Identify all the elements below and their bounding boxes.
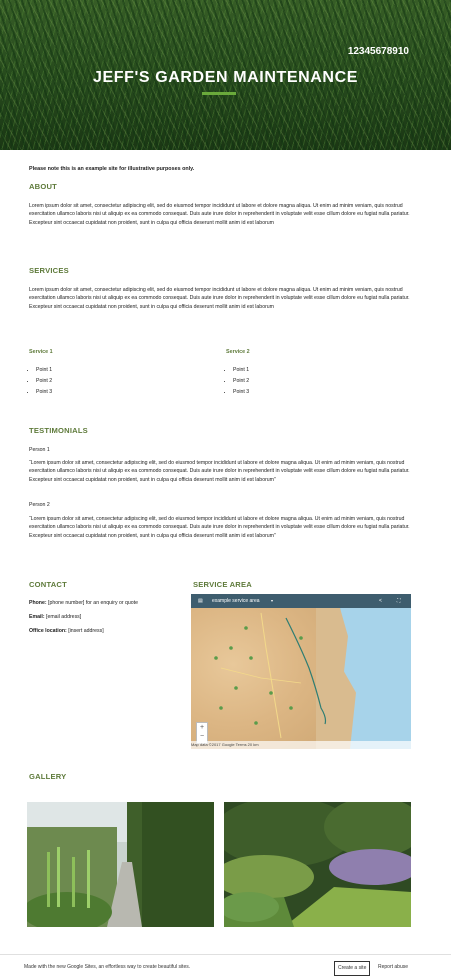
services-heading: SERVICES — [29, 266, 69, 275]
about-heading: ABOUT — [29, 182, 57, 191]
layers-icon[interactable]: ▤ — [198, 598, 203, 604]
zoom-out-button[interactable]: − — [199, 733, 205, 740]
testimonial-quote-2: “Lorem ipsum dolor sit amet, consectetur adipiscing elit, sed do eiusmod tempor incididunt ut labore et dolore magna aliqua. Ut enim ad minim veniam, quis nostrud exercitation ullamco laboris nisi ut aliquip ex ea commodo consequat. Duis aute irure dolor in reprehenderit in voluptate velit esse cillum dolore eu fugiat nulla pariatur. Excepteur sint occaecat cupidatat non proident, sunt in culpa qui officia deserunt mollit anim id est laborum” — [29, 516, 410, 539]
testimonial-person-1: Person 1 — [29, 447, 50, 453]
office-value: [insert address] — [66, 628, 104, 634]
phone-label: Phone: — [29, 600, 47, 606]
map-attribution: Map data ©2017 Google Terms 20 km — [191, 741, 411, 749]
zoom-in-button[interactable]: + — [199, 724, 205, 731]
share-icon[interactable]: < — [379, 598, 382, 604]
email-label: Email: — [29, 614, 45, 620]
about-text: Lorem ipsum dolor sit amet, consectetur adipiscing elit, sed do eiusmod tempor incididunt ut labore et dolore magna aliqua. Ut enim ad minim veniam, quis nostrud exercitation ullamco laboris nisi ut aliquip ex ea commodo consequat. Duis aute irure dolor in reprehenderit in voluptate velit esse cillum dolore eu fugiat nulla pariatur. Excepteur sint occaecat cupidatat non proident, sunt in culpa qui officia deserunt mollit anim id est laborum — [29, 203, 410, 226]
hero-banner — [0, 0, 451, 150]
fullscreen-icon[interactable]: ⛶ — [397, 598, 401, 604]
map-overlay — [191, 608, 411, 749]
garden-lawn-image — [224, 802, 411, 927]
services-text: Lorem ipsum dolor sit amet, consectetur adipiscing elit, sed do eiusmod tempor incididunt ut labore et dolore magna aliqua. Ut enim ad minim veniam, quis nostrud exercitation ullamco laboris nisi ut aliquip ex ea commodo consequat. Duis aute irure dolor in reprehenderit in voluptate velit esse cillum dolore eu fugiat nulla pariatur. Excepteur sint occaecat cupidatat non proident, sunt in culpa qui officia deserunt mollit anim id est laborum — [29, 287, 410, 310]
gallery-photo-path[interactable] — [27, 802, 214, 927]
header-phone: 12345678910 — [347, 46, 409, 57]
map-toolbar — [191, 594, 411, 608]
gallery-heading: GALLERY — [29, 772, 67, 781]
list-item: • Point 2 — [233, 376, 249, 387]
title-underline — [202, 92, 236, 95]
report-abuse-link[interactable]: Report abuse — [378, 964, 409, 970]
testimonial-quote-1: “Lorem ipsum dolor sit amet, consectetur adipiscing elit, sed do eiusmod tempor incididunt ut labore et dolore magna aliqua. Ut enim ad minim veniam, quis nostrud exercitation ullamco laboris nisi ut aliquip ex ea commodo consequat. Duis aute irure dolor in reprehenderit in voluptate velit esse cillum dolore eu fugiat nulla pariatur. Excepteur sint occaecat cupidatat non proident, sunt in culpa qui officia deserunt mollit anim id est laborum” — [29, 460, 410, 483]
office-label: Office location: — [29, 628, 67, 634]
email-value: [email address] — [44, 614, 82, 620]
contact-office — [29, 627, 189, 635]
service-1-points — [29, 365, 52, 398]
site-title: JEFF'S GARDEN MAINTENANCE — [92, 69, 359, 86]
list-item: • Point 2 — [36, 376, 52, 387]
list-item: • Point 3 — [233, 387, 249, 398]
testimonials-heading: TESTIMONIALS — [29, 426, 88, 435]
testimonial-person-2: Person 2 — [29, 502, 50, 508]
create-site-button[interactable]: Create a site — [334, 961, 370, 976]
footer — [0, 954, 451, 979]
dropdown-icon[interactable]: ▾ — [271, 598, 274, 603]
service-2-points — [226, 365, 249, 398]
contact-phone — [29, 599, 189, 607]
phone-value: [phone number] for an enquiry or quote — [46, 600, 139, 606]
service-2-title: Service 2 — [226, 349, 250, 355]
example-note: Please note this is an example site for illustrative purposes only. — [29, 166, 195, 172]
service-area-heading: SERVICE AREA — [193, 580, 252, 589]
list-item: • Point 1 — [233, 365, 249, 376]
map-title: example service area — [212, 598, 260, 604]
contact-heading: CONTACT — [29, 580, 67, 589]
service-1-title: Service 1 — [29, 349, 53, 355]
contact-email — [29, 613, 189, 621]
gallery-photo-lawn[interactable] — [224, 802, 411, 927]
service-area-map[interactable] — [191, 594, 411, 749]
footer-made-with: Made with the new Google Sites, an effortless way to create beautiful sites. — [24, 964, 191, 970]
list-item: • Point 3 — [36, 387, 52, 398]
list-item: • Point 1 — [36, 365, 52, 376]
garden-path-image — [27, 802, 214, 927]
